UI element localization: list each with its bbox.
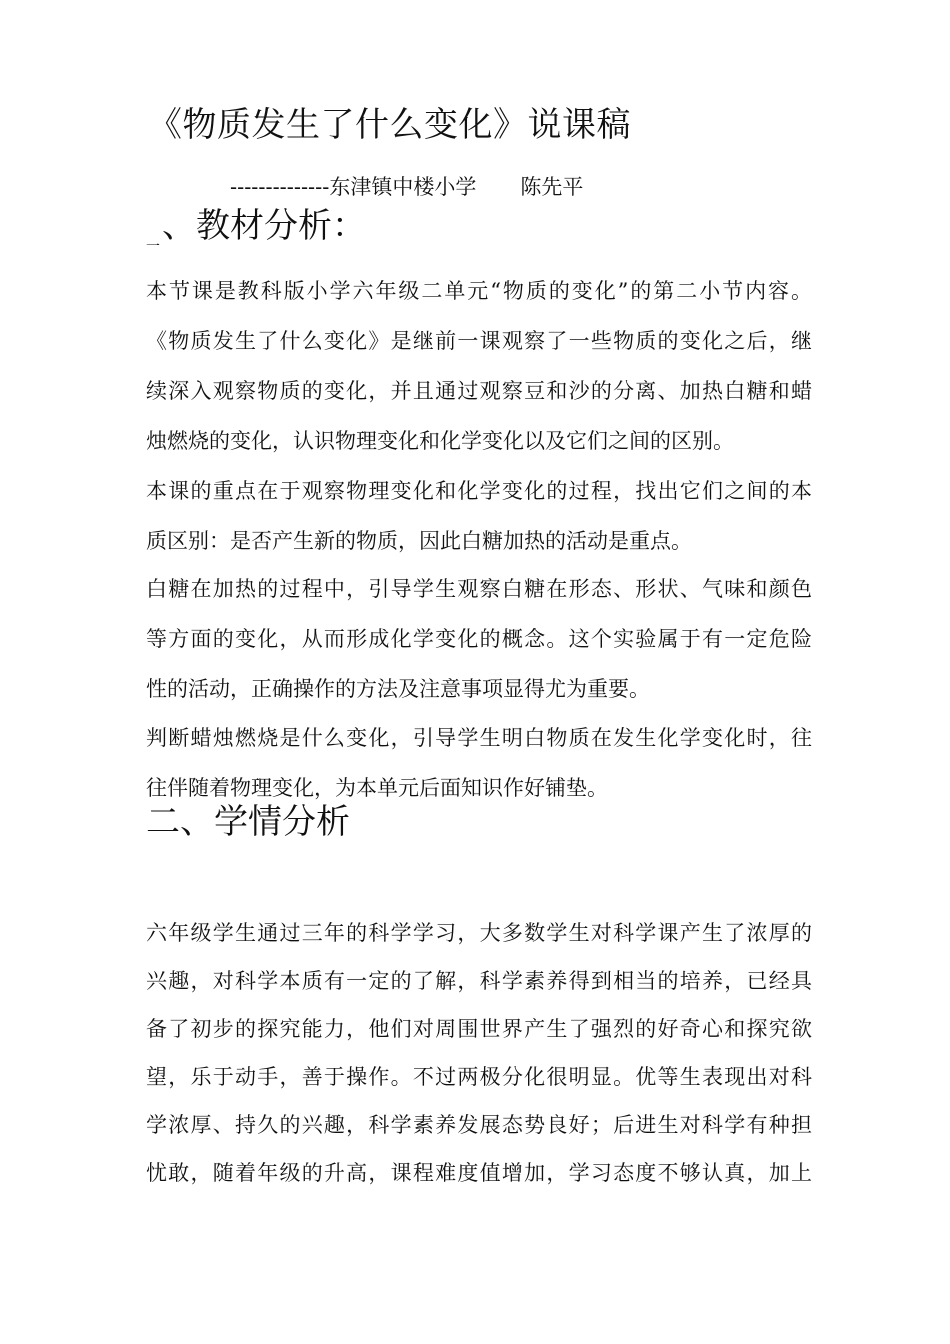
byline [230, 172, 583, 202]
text-line: 性的活动，正确操作的方法及注意事项显得尤为重要。 [146, 677, 650, 701]
section-number: 一 [146, 239, 160, 255]
paragraph [146, 266, 812, 466]
text-line: 备了初步的探究能力，他们对周围世界产生了强烈的好奇心和探究欲 [146, 1017, 812, 1041]
byline-author: 陈先平 [520, 175, 584, 199]
text-line: 忧敢，随着年级的升高，课程难度值增加，学习态度不够认真，加上 [146, 1161, 812, 1185]
text-line: 质区别：是否产生新的物质，因此白糖加热的活动是重点。 [146, 529, 692, 553]
text-line: 兴趣，对科学本质有一定的了解，科学素养得到相当的培养，已经具 [146, 969, 812, 993]
paragraph [146, 564, 812, 714]
text-line: 本节课是教科版小学六年级二单元“物质的变化”的第二小节内容。 [146, 279, 812, 303]
text-line: 判断蜡烛燃烧是什么变化，引导学生明白物质在发生化学变化时，往 [146, 726, 812, 750]
section-heading-textbook-analysis [146, 201, 366, 254]
paragraph [146, 909, 812, 1197]
text-line: 续深入观察物质的变化，并且通过观察豆和沙的分离、加热白糖和蜡 [146, 379, 812, 403]
paragraph [146, 466, 812, 566]
text-line: 学浓厚、持久的兴趣，科学素养发展态势良好；后进生对科学有种担 [146, 1113, 812, 1137]
text-line: 等方面的变化，从而形成化学变化的概念。这个实验属于有一定危险 [146, 627, 812, 651]
text-line: 六年级学生通过三年的科学学习，大多数学生对科学课产生了浓厚的 [146, 921, 812, 945]
text-line: 望，乐于动手，善于操作。不过两极分化很明显。优等生表现出对科 [146, 1065, 812, 1089]
section-heading-text: 、教材分析： [162, 206, 366, 246]
document-title: 《物质发生了什么变化》说课稿 [148, 105, 631, 145]
byline-school: --------------东津镇中楼小学 [230, 175, 477, 199]
text-line: 白糖在加热的过程中，引导学生观察白糖在形态、形状、气味和颜色 [146, 577, 812, 601]
text-line: 本课的重点在于观察物理变化和化学变化的过程，找出它们之间的本 [146, 479, 812, 503]
text-line: 往伴随着物理变化，为本单元后面知识作好铺垫。 [146, 776, 608, 800]
section-heading-student-analysis: 二、学情分析 [146, 802, 350, 842]
text-line: 烛燃烧的变化，认识物理变化和化学变化以及它们之间的区别。 [146, 429, 734, 453]
text-line: 《物质发生了什么变化》是继前一课观察了一些物质的变化之后，继 [146, 329, 812, 353]
